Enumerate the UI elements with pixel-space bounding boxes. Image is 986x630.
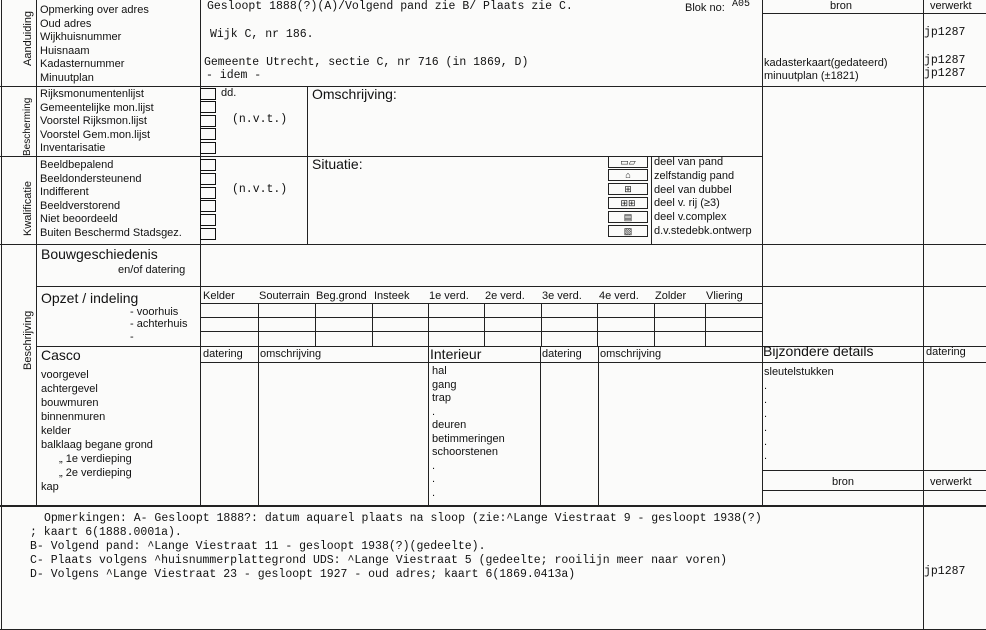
grid-line (200, 317, 762, 318)
blok-value: A05 (732, 0, 751, 10)
label: Beeldondersteunend (40, 172, 142, 185)
col-beg-grond: Beg.grond (316, 290, 367, 302)
verwerkt: jp1287 (924, 26, 966, 39)
situatie-label: Situatie: (312, 156, 363, 172)
interieur-items (432, 365, 505, 500)
label: Huisnaam (40, 44, 90, 57)
divider (36, 286, 986, 287)
grid-line (762, 470, 986, 471)
checkbox[interactable] (200, 214, 216, 226)
col-3e-verd: 3e verd. (542, 290, 582, 302)
checkbox[interactable] (200, 159, 216, 171)
divider (0, 244, 986, 245)
checkbox[interactable] (200, 115, 216, 127)
col-kelder: Kelder (203, 290, 235, 302)
grid-line (372, 303, 373, 346)
section-kwalificatie: Kwalificatie (22, 180, 34, 236)
grid-line (705, 303, 706, 346)
divider (0, 86, 986, 87)
option: deel van pand (654, 156, 724, 168)
item: balklaag begane grond (41, 439, 153, 451)
label: Voorstel Rijksmon.lijst (40, 115, 147, 127)
casco-items (41, 368, 153, 494)
checkbox[interactable] (200, 200, 216, 212)
opmerking-line: D- Volgens ^Lange Viestraat 23 - gesloopt 1927 - oud adres; kaart 6(1869.0413a) (30, 568, 576, 581)
checkbox[interactable] (200, 88, 216, 100)
option: d.v.stedebk.ontwerp (654, 224, 752, 237)
label: Gemeentelijke mon.lijst (40, 101, 154, 114)
divider (923, 0, 924, 630)
item: binnenmuren (41, 411, 106, 423)
divider (651, 156, 652, 244)
grid-line (200, 331, 762, 332)
item: betimmeringen (432, 432, 505, 445)
label: Voorstel Gem.mon.lijst (40, 128, 151, 141)
item: . (432, 459, 436, 472)
grid-line (428, 346, 429, 505)
item: . (764, 422, 768, 434)
label: Minuutplan (40, 71, 94, 84)
item: trap (432, 392, 451, 404)
label: Opmerking over adres (40, 4, 149, 16)
bron-header-2: bron (832, 476, 855, 488)
verwerkt-header: verwerkt (930, 0, 972, 12)
bescherming-nvt: (n.v.t.) (232, 113, 288, 126)
item: kelder (41, 425, 71, 437)
label: Rijksmonumentenlijst (40, 88, 144, 100)
grid-line (597, 303, 598, 346)
section-aanduiding: Aanduiding (22, 10, 34, 66)
grid-line (428, 303, 429, 346)
opzet-row-label: - (130, 331, 134, 343)
deel-van-pand-icon[interactable]: ▭▱ (608, 156, 648, 168)
checkbox[interactable] (200, 128, 216, 140)
border (1, 0, 2, 630)
situatie-opties (654, 156, 752, 239)
achterhuis-label: - achterhuis (130, 318, 188, 330)
opmerking-line: C- Plaats volgens ^huisnummerplattegrond UDS: ^Lange Viestraat 5 (gedeelte; rooilijn meer naar voren) (30, 554, 728, 567)
item: „ 2e verdieping (59, 467, 132, 479)
grid-line (598, 346, 599, 505)
deel-v-rij-icon[interactable]: ⊞⊞ (608, 197, 648, 209)
checkbox[interactable] (200, 142, 216, 154)
zelfstandig-pand-icon[interactable]: ⌂ (608, 169, 648, 181)
grid-line (200, 303, 762, 304)
item: „ 1e verdieping (59, 453, 132, 465)
item: sleutelstukken (764, 366, 834, 378)
bijzondere-datering-header: datering (926, 346, 966, 358)
label: Oud adres (40, 17, 92, 30)
section-bescherming: Bescherming (22, 97, 33, 156)
interieur-datering-header: datering (542, 348, 582, 360)
opmerkingen-verwerkt: jp1287 (924, 565, 966, 578)
casco-label: Casco (41, 347, 81, 363)
grid-line (484, 303, 485, 346)
item: achtergevel (41, 383, 98, 395)
blok-label: Blok no: (685, 2, 725, 14)
item: hal (432, 365, 447, 377)
section-beschrijving: Beschrijving (22, 310, 34, 370)
label: Beeldbepalend (40, 159, 114, 171)
verwerkt-header-2: verwerkt (930, 476, 972, 488)
kwalificatie-nvt: (n.v.t.) (232, 183, 288, 196)
grid-line (258, 303, 259, 346)
minuutplan-value: - idem - (206, 69, 262, 82)
opmerking-line: Opmerkingen: A- Gesloopt 1888?: datum aquarel plaats na sloop (zie:^Lange Viestraat 9 - gesloopt 1938(?) (44, 512, 762, 525)
interieur-label: Interieur (430, 346, 482, 362)
col-insteek: Insteek (374, 290, 410, 302)
casco-omschrijving-header: omschrijving (260, 348, 322, 360)
label: Indifferent (40, 186, 89, 198)
opmerking-line: B- Volgend pand: ^Lange Viestraat 11 - gesloopt 1938(?)(gedeelte). (30, 540, 486, 553)
label: Wijkhuisnummer (40, 31, 122, 43)
item: gang (432, 378, 457, 391)
divider (0, 505, 986, 507)
label: Buiten Beschermd Stadsgez. (40, 226, 182, 239)
item: . (764, 436, 768, 448)
divider (36, 0, 37, 505)
voorhuis-label: - voorhuis (130, 306, 179, 318)
bron-minuutplan: minuutplan (±1821) (764, 70, 859, 82)
item: deuren (432, 419, 467, 431)
verwerkt: jp1287 (924, 67, 966, 80)
checkbox[interactable] (200, 173, 216, 185)
grid-line (200, 362, 986, 363)
divider (307, 86, 308, 244)
grid-line (541, 303, 542, 346)
bijzondere-items (764, 365, 834, 463)
deel-v-complex-icon[interactable]: ▤ (608, 211, 648, 223)
bescherming-labels (40, 88, 154, 156)
item: . (764, 380, 768, 392)
interieur-omschrijving-header: omschrijving (600, 348, 662, 360)
casco-datering-header: datering (203, 348, 243, 360)
opmerkingen (30, 512, 762, 582)
item: kap (41, 481, 59, 493)
item: . (764, 394, 768, 406)
item: schoorstenen (432, 446, 499, 458)
bron-header: bron (830, 0, 853, 12)
divider (200, 0, 201, 505)
option: deel v.complex (654, 211, 727, 224)
item: . (764, 450, 768, 462)
verwerkt: jp1287 (924, 54, 966, 67)
bron-kadaster: kadasterkaart(gedateerd) (764, 57, 888, 69)
datering-label: en/of datering (118, 264, 186, 276)
dd-label: dd. (221, 87, 237, 99)
label: Inventarisatie (40, 142, 106, 154)
grid-line (654, 303, 655, 346)
item: . (764, 408, 768, 420)
label: Beeldverstorend (40, 199, 121, 212)
opmerking-line: ; kaart 6(1888.0001a). (30, 526, 182, 539)
option: zelfstandig pand (654, 169, 735, 182)
kwalificatie-labels (40, 159, 182, 240)
aanduiding-labels (40, 4, 149, 85)
wijkhuisnummer-value: Wijk C, nr 186. (210, 28, 314, 41)
stedebk-ontwerp-icon[interactable]: ▧ (608, 225, 648, 237)
option: deel van dubbel (654, 183, 732, 196)
deel-van-dubbel-icon[interactable]: ⊞ (608, 183, 648, 195)
grid-line (315, 303, 316, 346)
checkbox[interactable] (200, 101, 216, 113)
label: Kadasternummer (40, 58, 125, 70)
bijzondere-details-label: Bijzondere details (763, 343, 874, 359)
col-vliering: Vliering (706, 290, 743, 302)
divider (762, 13, 986, 14)
bouwgeschiedenis-label: Bouwgeschiedenis (41, 246, 158, 262)
item: . (432, 486, 436, 499)
item: bouwmuren (41, 397, 99, 409)
opmerking-adres-value: Gesloopt 1888(?)(A)/Volgend pand zie B/ Plaats zie C. (207, 0, 573, 13)
opzet-label: Opzet / indeling (41, 290, 139, 306)
col-souterrain: Souterrain (259, 290, 310, 302)
omschrijving-label: Omschrijving: (312, 86, 397, 102)
col-2e-verd: 2e verd. (485, 290, 525, 302)
col-zolder: Zolder (655, 290, 687, 302)
col-1e-verd: 1e verd. (429, 290, 469, 302)
grid-line (540, 346, 541, 505)
grid-line (762, 490, 986, 491)
label: Niet beoordeeld (40, 213, 118, 225)
col-4e-verd: 4e verd. (599, 290, 639, 302)
option: deel v. rij (≥3) (654, 197, 720, 210)
divider (762, 0, 763, 505)
item: . (432, 473, 436, 485)
kadasternummer-value: Gemeente Utrecht, sectie C, nr 716 (in 1869, D) (204, 56, 529, 69)
checkbox[interactable] (200, 228, 216, 240)
item: . (432, 405, 436, 418)
grid-line (258, 346, 259, 505)
item: voorgevel (41, 369, 89, 381)
checkbox[interactable] (200, 187, 216, 199)
